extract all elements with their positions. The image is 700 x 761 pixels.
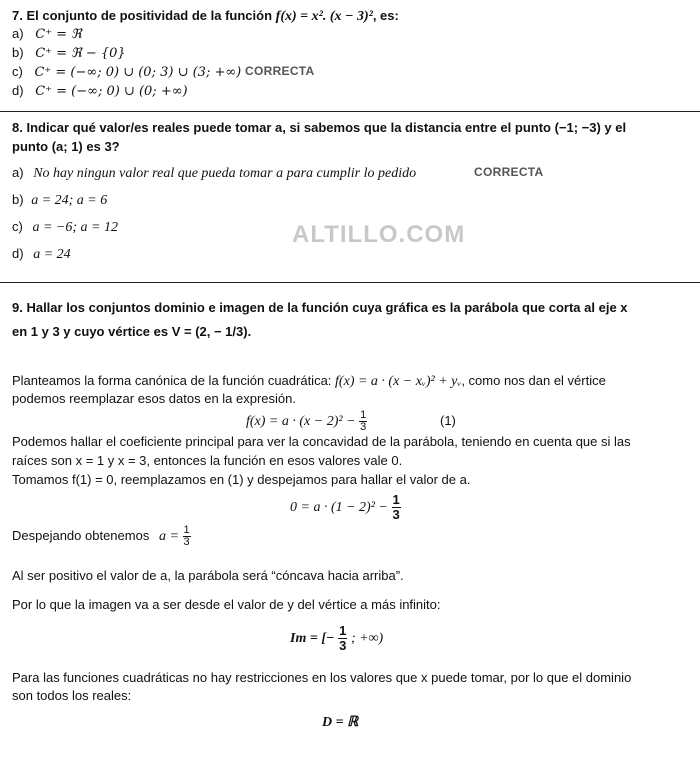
fraction-denominator: 3 xyxy=(183,536,190,548)
option-letter: c) xyxy=(12,219,23,234)
q9-paragraph-1 xyxy=(12,373,606,390)
q9-paragraph-6: Por lo que la imagen va a ser desde el valor de y del vértice a más infinito: xyxy=(12,597,441,612)
equation-1-tag: (1) xyxy=(440,413,456,428)
equation-text: f(x) = a · (x − 2)² − xyxy=(246,413,356,429)
fraction-denominator: 3 xyxy=(392,507,400,522)
q9-title-line2: en 1 y 3 y cuyo vértice es V = (2, − 1/3). xyxy=(12,324,252,339)
q8-option-d xyxy=(12,246,71,263)
text: Planteamos la forma canónica de la función cuadrática: xyxy=(12,373,332,388)
q8-correct-label: CORRECTA xyxy=(474,165,544,179)
option-letter: c) xyxy=(12,64,23,79)
option-letter: a) xyxy=(12,26,24,41)
option-text: a = −6; a = 12 xyxy=(32,220,118,235)
watermark-logo: ALTILLO.COM xyxy=(292,221,466,248)
text: Despejando obtenemos xyxy=(12,527,150,543)
option-letter: b) xyxy=(12,45,24,60)
q7-option-c xyxy=(12,64,241,80)
q9-paragraph-2-line1: Podemos hallar el coeficiente principal para ver la concavidad de la parábola, teniendo en cuenta que si las xyxy=(12,434,631,449)
option-text: a = 24; a = 6 xyxy=(31,193,108,208)
q7-option-a xyxy=(12,26,82,42)
option-text: C⁺ = (−∞; 0) ∪ (0; +∞) xyxy=(35,84,188,99)
fraction-denominator: 3 xyxy=(339,638,347,653)
q9-title-line1: 9. Hallar los conjuntos dominio e imagen de la función cuya gráfica es la parábola que corta al eje x xyxy=(12,300,628,315)
q9-paragraph-2-line2: raíces son x = 1 y x = 3, entonces la función en esos valores vale 0. xyxy=(12,453,403,468)
q8-option-b xyxy=(12,192,107,209)
option-text: C⁺ = ℜ xyxy=(35,27,82,42)
equation-text: Im = [− xyxy=(290,630,335,646)
fraction xyxy=(392,493,401,522)
q7-title-text: 7. El conjunto de positividad de la función xyxy=(12,8,273,23)
fraction-denominator: 3 xyxy=(360,421,367,433)
q8-option-c xyxy=(12,219,118,236)
option-letter: b) xyxy=(12,192,24,207)
q9-paragraph-7-line2: son todos los reales: xyxy=(12,688,132,703)
divider xyxy=(0,111,700,112)
canonical-formula: f(x) = a · (x − xᵥ)² + yᵥ xyxy=(335,374,462,389)
q7-title-end: , es: xyxy=(372,8,399,23)
option-letter: d) xyxy=(12,83,24,98)
q7-option-d xyxy=(12,83,188,99)
option-letter: d) xyxy=(12,246,24,261)
equation-text: a = xyxy=(158,528,179,544)
fraction xyxy=(338,624,347,653)
q7-title xyxy=(12,8,399,25)
equation-text: ; +∞) xyxy=(350,630,384,646)
q8-option-a xyxy=(12,165,416,182)
fraction-numerator: 1 xyxy=(360,409,367,421)
fraction-numerator: 1 xyxy=(339,623,347,638)
option-text: No hay ningun valor real que pueda tomar a para cumplir lo pedido xyxy=(33,166,417,181)
equation-3 xyxy=(290,624,383,653)
fraction xyxy=(183,525,191,548)
fraction xyxy=(359,410,367,433)
q7-title-function: f(x) = x². (x − 3)² xyxy=(275,9,373,24)
option-text: a = 24 xyxy=(33,247,71,262)
equation-2 xyxy=(290,493,401,522)
fraction-numerator: 1 xyxy=(183,524,190,536)
q7-correct-label: CORRECTA xyxy=(245,64,315,78)
q7-option-b xyxy=(12,45,126,61)
option-text: C⁺ = ℜ − {0} xyxy=(35,46,126,61)
equation-4: D = ℝ xyxy=(322,715,359,730)
divider xyxy=(0,282,700,283)
q8-title-line1: 8. Indicar qué valor/es reales puede tomar a, si sabemos que la distancia entre el punto (−1; −3) y el xyxy=(12,120,627,135)
q9-paragraph-5: Al ser positivo el valor de a, la parábola será “cóncava hacia arriba”. xyxy=(12,568,404,583)
option-letter: a) xyxy=(12,165,24,180)
fraction-numerator: 1 xyxy=(392,492,400,507)
text: , como nos dan el vértice xyxy=(461,373,606,388)
q9-paragraph-1-line2: podemos reemplazar esos datos en la expresión. xyxy=(12,391,296,406)
equation-1 xyxy=(246,410,367,433)
q9-paragraph-4 xyxy=(12,525,191,548)
option-text: C⁺ = (−∞; 0) ∪ (0; 3) ∪ (3; +∞) xyxy=(34,65,242,80)
q9-paragraph-7-line1: Para las funciones cuadráticas no hay restricciones en los valores que x puede tomar, por lo que el dominio xyxy=(12,670,632,685)
equation-text: 0 = a · (1 − 2)² − xyxy=(290,499,388,515)
q8-title-line2: punto (a; 1) es 3? xyxy=(12,139,120,154)
q9-paragraph-3: Tomamos f(1) = 0, reemplazamos en (1) y despejamos para hallar el valor de a. xyxy=(12,472,471,487)
